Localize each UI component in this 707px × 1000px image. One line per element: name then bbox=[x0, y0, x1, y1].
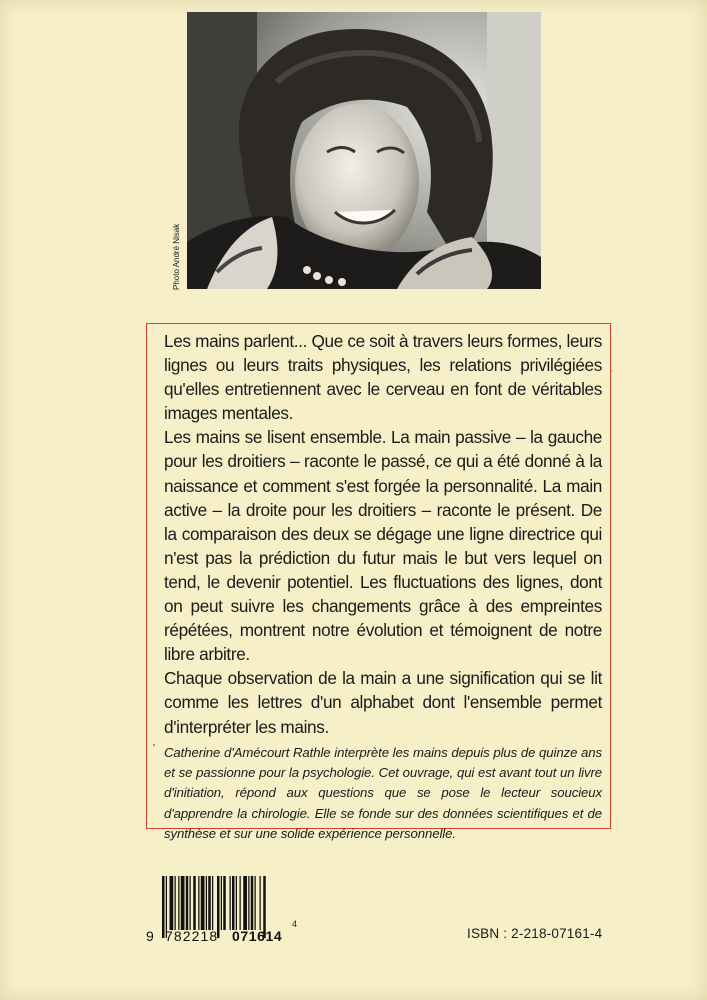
author-photo bbox=[187, 12, 541, 289]
photo-credit: Photo André Nisak bbox=[172, 223, 181, 290]
ean-addon-digit: 4 bbox=[292, 919, 298, 929]
barcode-bar bbox=[201, 876, 205, 930]
description-paragraph-2: Les mains se lisent ensemble. La main passive – la gauche pour les droitiers – raconte le passé, ce qui a été donné à la naissance et comment s'est forgée la personnalité. La main active – la droite pour les droitiers – raconte le présent. De la comparaison des deux se dégage une ligne directrice qui n'est pas la prédiction du futur mais le but vers lequel on tend, le devenir potentiel. Les fluctuations des lignes, dont on peut suivre les changements grâce à des empreintes répétées, montrent notre évolution et témoignent de notre libre arbitre. bbox=[164, 427, 602, 665]
barcode-bar bbox=[198, 876, 199, 930]
barcode-bar bbox=[236, 876, 237, 930]
ean-left-group: 782218 bbox=[165, 928, 219, 944]
barcode-bar bbox=[193, 876, 196, 930]
barcode-bar bbox=[243, 876, 247, 930]
barcode-bar bbox=[208, 876, 211, 930]
description-frame bbox=[146, 323, 611, 842]
barcode-bar bbox=[206, 876, 207, 930]
barcode-bar bbox=[248, 876, 249, 930]
barcode-bar bbox=[181, 876, 185, 930]
barcode-bar bbox=[221, 876, 222, 930]
barcode-bar bbox=[223, 876, 226, 930]
barcode-bar bbox=[212, 876, 213, 930]
barcode-bar bbox=[190, 876, 191, 930]
ean-first-digit: 9 bbox=[146, 928, 154, 944]
barcode-bar bbox=[178, 876, 179, 930]
speck bbox=[610, 370, 612, 372]
description-paragraph-1: Les mains parlent... Que ce soit à travers leurs formes, leurs lignes ou leurs traits physiques, les relations privilégiées qu'elles entretiennent avec le cerveau en font de véritables images mentales. bbox=[164, 331, 602, 424]
author-bio: Catherine d'Amécourt Rathle interprète les mains depuis plus de quinze ans et se passionne pour la psychologie. Cet ouvrage, qui est avant tout un livre d'initiation, répond aux questions que se pose le lecteur soucieux d'apprendre la chirologie. Elle se fonde sur des données scientifiques et de synthèse et sur une solide expérience personnelle. bbox=[164, 744, 602, 842]
barcode-bar bbox=[240, 876, 241, 930]
barcode-bar bbox=[186, 876, 189, 930]
barcode-bar bbox=[255, 876, 256, 930]
barcode-bar bbox=[230, 876, 231, 930]
ean-right-group: 071614 bbox=[232, 928, 283, 944]
speck bbox=[153, 744, 155, 746]
description-paragraph-3: Chaque observation de la main a une signification qui se lit comme les lettres d'un alphabet dont l'ensemble permet d'interpréter les mains. bbox=[164, 668, 602, 737]
barcode-bar bbox=[251, 876, 254, 930]
isbn-number: ISBN : 2-218-07161-4 bbox=[467, 926, 603, 941]
barcode-bar bbox=[175, 876, 176, 930]
barcode-bar bbox=[170, 876, 174, 930]
barcode-bar bbox=[232, 876, 235, 930]
barcode-bar bbox=[260, 876, 261, 930]
